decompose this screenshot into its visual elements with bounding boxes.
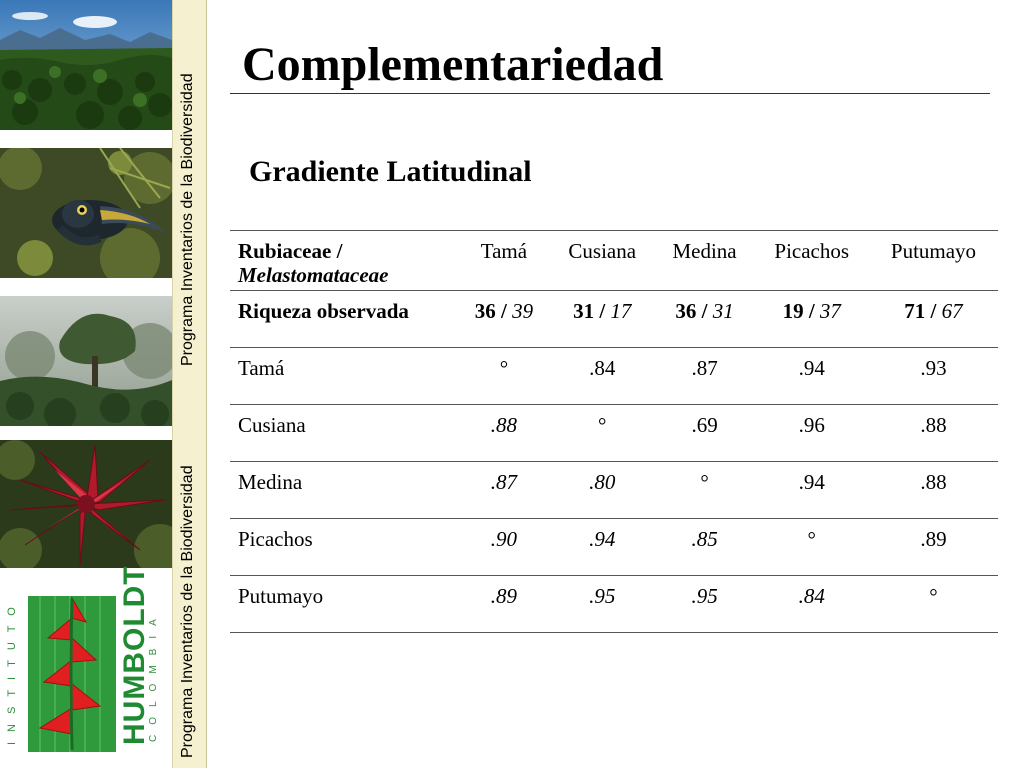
matrix-cell: .94 xyxy=(550,519,655,576)
matrix-cell: ° xyxy=(869,576,998,633)
program-band-text: Programa Inventarios de la Biodiversidad xyxy=(179,73,196,366)
table-row xyxy=(230,405,998,462)
matrix-cell: .95 xyxy=(655,576,755,633)
matrix-cell: .89 xyxy=(458,576,550,633)
table-row xyxy=(230,519,998,576)
column-header: Cusiana xyxy=(550,231,655,291)
matrix-cell: .88 xyxy=(869,405,998,462)
richness-cell: 36 / 39 xyxy=(458,291,550,348)
matrix-cell: .90 xyxy=(458,519,550,576)
richness-cell: 36 / 31 xyxy=(655,291,755,348)
program-band-text: Programa Inventarios de la Biodiversidad xyxy=(179,465,196,758)
matrix-cell: ° xyxy=(755,519,869,576)
logo-humboldt-text: HUMBOLDT xyxy=(118,565,151,745)
landscape-mountains-photo xyxy=(0,0,172,130)
matrix-cell: .89 xyxy=(869,519,998,576)
complementarity-table xyxy=(230,230,998,633)
matrix-cell: .85 xyxy=(655,519,755,576)
row-label: Medina xyxy=(230,462,458,519)
matrix-cell: .80 xyxy=(550,462,655,519)
matrix-cell: .94 xyxy=(755,348,869,405)
matrix-cell: .87 xyxy=(655,348,755,405)
slide-subtitle: Gradiente Latitudinal xyxy=(249,155,532,188)
matrix-cell: .84 xyxy=(550,348,655,405)
richness-row xyxy=(230,291,998,348)
column-header: Putumayo xyxy=(869,231,998,291)
misty-forest-photo xyxy=(0,296,172,426)
table-row xyxy=(230,576,998,633)
matrix-cell: .88 xyxy=(458,405,550,462)
column-header: Tamá xyxy=(458,231,550,291)
matrix-cell: ° xyxy=(655,462,755,519)
matrix-cell: .95 xyxy=(550,576,655,633)
row-label: Putumayo xyxy=(230,576,458,633)
column-header: Medina xyxy=(655,231,755,291)
table-header-row xyxy=(230,231,998,291)
logo-colombia-text: COLOMBIA xyxy=(148,609,159,742)
header-family-label xyxy=(230,231,458,291)
toucan-bird-photo xyxy=(0,148,172,278)
column-header: Picachos xyxy=(755,231,869,291)
title-divider xyxy=(230,93,990,94)
header-label-line1: Rubiaceae / xyxy=(238,239,343,263)
richness-cell: 19 / 37 xyxy=(755,291,869,348)
row-label: Cusiana xyxy=(230,405,458,462)
matrix-cell: .96 xyxy=(755,405,869,462)
matrix-cell: ° xyxy=(458,348,550,405)
matrix-cell: .88 xyxy=(869,462,998,519)
matrix-cell: .94 xyxy=(755,462,869,519)
header-label-line2: Melastomataceae xyxy=(238,263,389,287)
left-image-strip xyxy=(0,0,172,768)
row-label: Tamá xyxy=(230,348,458,405)
table-row xyxy=(230,348,998,405)
row-label: Riqueza observada xyxy=(230,291,458,348)
matrix-cell: .69 xyxy=(655,405,755,462)
richness-cell: 71 / 67 xyxy=(869,291,998,348)
richness-cell: 31 / 17 xyxy=(550,291,655,348)
table-row xyxy=(230,462,998,519)
matrix-cell: .93 xyxy=(869,348,998,405)
matrix-cell: ° xyxy=(550,405,655,462)
row-label: Picachos xyxy=(230,519,458,576)
page-title: Complementariedad xyxy=(242,38,664,91)
matrix-cell: .84 xyxy=(755,576,869,633)
red-bromeliad-photo xyxy=(0,440,172,568)
matrix-cell: .87 xyxy=(458,462,550,519)
logo-instituto-text: INSTITUTO xyxy=(6,597,18,745)
